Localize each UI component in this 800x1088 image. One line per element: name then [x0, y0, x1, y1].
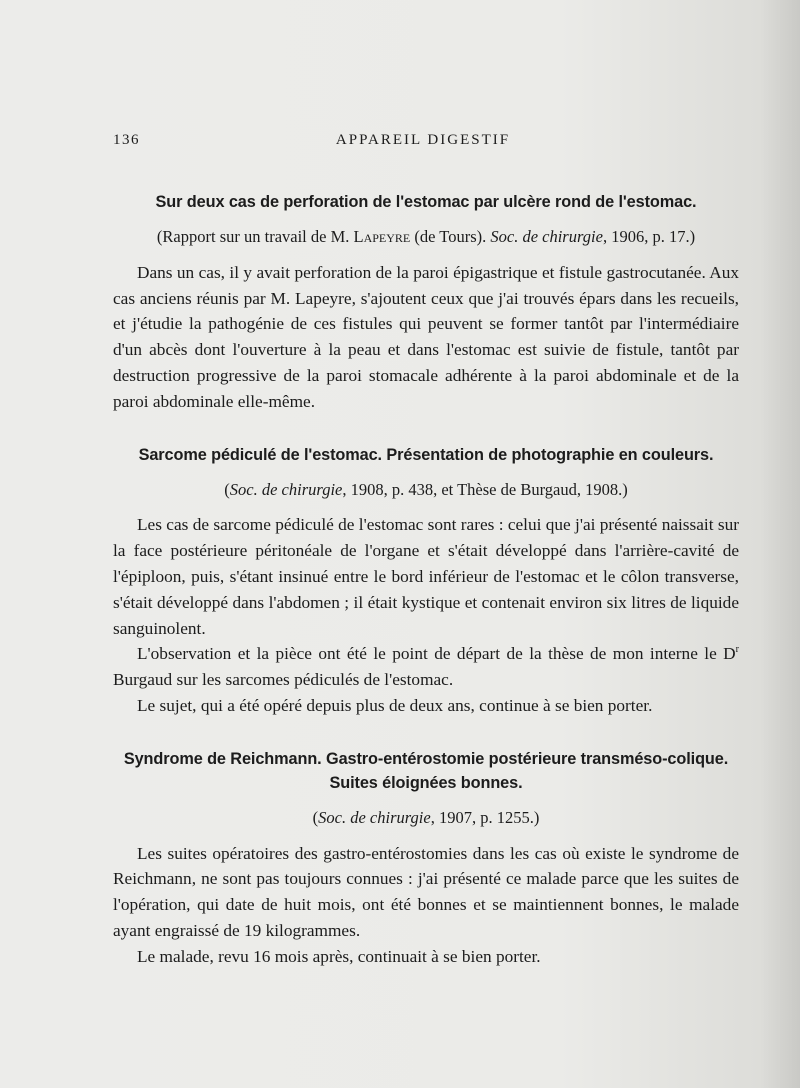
section-citation: (Soc. de chirurgie, 1907, p. 1255.): [312, 807, 540, 827]
section-title: Sarcome pédiculé de l'estomac. Présentation de photographie en couleurs.: [138, 445, 714, 464]
page-content: [113, 190, 739, 970]
section-sarcome: [113, 443, 739, 719]
section-citation: (Rapport sur un travail de M. Lapeyre (de Tours). Soc. de chirurgie, 1906, p. 17.): [156, 227, 696, 246]
section-title: Sur deux cas de perforation de l'estomac par ulcère rond de l'estomac.: [155, 193, 697, 211]
citation-journal: Soc. de chirurgie: [318, 807, 431, 827]
section-perforation: [113, 190, 739, 415]
citation-journal: Soc. de chirurgie: [490, 227, 603, 246]
paragraph: Les cas de sarcome pédiculé de l'estomac sont rares : celui que j'ai présenté naissait sur la face postérieure péritonéale de l'organe et s'était développé dans l'arrière-cavité de l'épiploon, puis, s'étant insinué entre le bord inférieur de l'estomac et le côlon transverse, s'était développé dans l'abdomen ; il était kystique et contenait environ six litres de liquide sanguinolent.: [113, 515, 739, 638]
section-citation: (Soc. de chirurgie, 1908, p. 438, et Thèse de Burgaud, 1908.): [224, 479, 628, 499]
page-edge-shadow: [760, 0, 800, 1088]
paragraph: Les suites opératoires des gastro-entérostomies dans les cas où existe le syndrome de Reichmann, ne sont pas toujours connues : j'ai présenté ce malade parce que les suites de l'opération, qui date de huit mois, ont été bonnes et se maintiennent bonnes, le malade ayant engraissé de 19 kilogrammes.: [113, 843, 739, 940]
section-title-line1: Syndrome de Reichmann. Gastro-entérostomie postérieure transméso-colique.: [123, 749, 729, 768]
paragraph: Le malade, revu 16 mois après, continuait à se bien porter.: [137, 946, 541, 966]
section-title-line2: Suites éloignées bonnes.: [329, 773, 523, 792]
running-title: APPAREIL DIGESTIF: [335, 132, 511, 148]
citation-journal: Soc. de chirurgie: [229, 479, 343, 499]
paragraph: Le sujet, qui a été opéré depuis plus de deux ans, continue à se bien porter.: [137, 695, 653, 715]
paragraph: L'observation et la pièce ont été le point de départ de la thèse de mon interne le $D^r$ Burgaud sur les sarcomes pédiculés de l'estomac.: [113, 644, 739, 690]
paragraph: Dans un cas, il y avait perforation de la paroi épigastrique et fistule gastrocutanée. Aux cas anciens réunis par M. Lapeyre, s'ajoutent ceux que j'ai trouvés épars dans les recueils, et j'étudie la pathogénie de ces fistules qui peuvent se former tantôt par l'intermédiaire d'un abcès dont l'ouverture à la peau et dans l'estomac est suivie de fistule, tantôt par destruction progressive de la paroi stomacale adhérente à la paroi abdominale et de la paroi abdominale elle-même.: [113, 262, 739, 411]
section-reichmann: [113, 747, 739, 970]
page-number: 136: [113, 132, 140, 148]
citation-author: Lapeyre: [353, 227, 411, 246]
